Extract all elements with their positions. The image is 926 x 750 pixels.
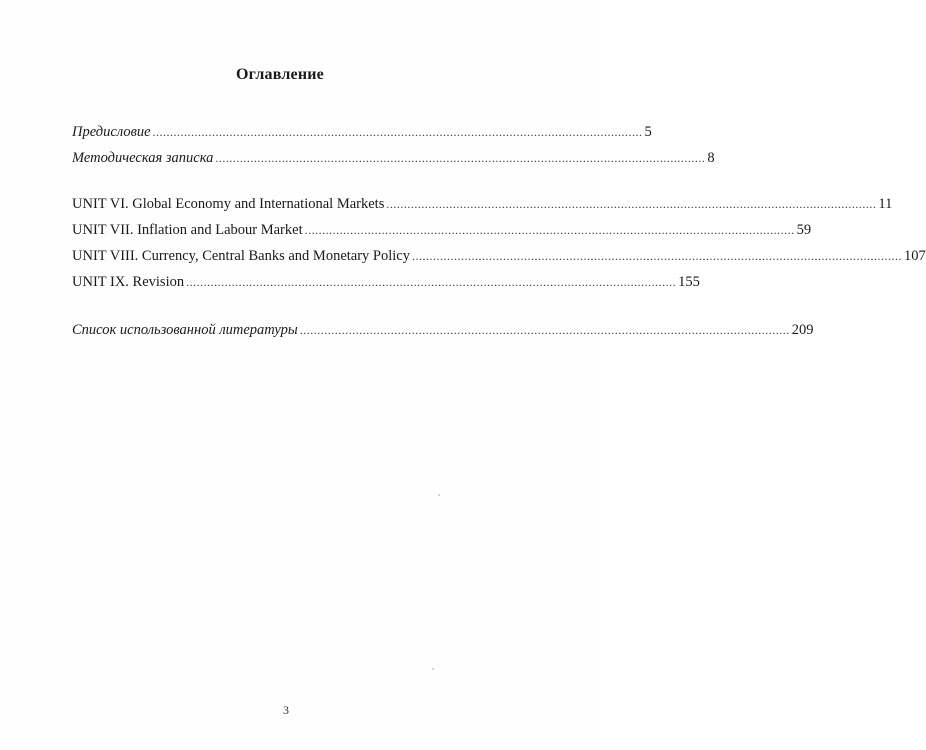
toc-entry-label: UNIT VIII. Currency, Central Banks and Monetary Policy [72,248,410,264]
toc-entry-label: Методическая записка [72,150,214,166]
dot-leader: ............................................................................................................................................ [386,197,877,211]
toc-heading: Оглавление [236,66,324,83]
toc-entry-page: 11 [878,196,893,212]
toc-entry-page: 5 [644,124,652,140]
toc-entry-label: UNIT VII. Inflation and Labour Market [72,222,303,238]
toc-entry-label: UNIT IX. Revision [72,274,185,290]
paper-speck [438,494,440,496]
toc-entry-label: UNIT VI. Global Economy and International Markets [72,196,385,212]
dot-leader: ............................................................................................................................................ [412,249,902,263]
toc-entry-unit-6 [72,196,893,216]
dot-leader: ............................................................................................................................................ [304,223,795,237]
toc-entry-preface [72,124,652,144]
dot-leader: ............................................................................................................................................ [215,151,706,165]
toc-entry-page: 209 [791,322,814,338]
dot-leader: ............................................................................................................................................ [299,323,790,337]
toc-entry-unit-7 [72,222,812,242]
toc-entry-page: 59 [796,222,812,238]
toc-entry-methodical-note [72,150,715,170]
paper-speck [432,668,434,670]
toc-entry-label: Предисловие [72,124,151,140]
toc-entry-label: Список использованной литературы [72,322,298,338]
dot-leader: ............................................................................................................................................ [186,275,677,289]
toc-entry-unit-8 [72,248,926,268]
toc-entry-bibliography [72,322,814,342]
page-number: 3 [283,703,289,717]
toc-entry-unit-9 [72,274,700,294]
dot-leader: ............................................................................................................................................ [152,125,643,139]
toc-entry-page: 107 [904,248,926,264]
toc-entry-page: 8 [707,150,715,166]
toc-entry-page: 155 [678,274,700,290]
